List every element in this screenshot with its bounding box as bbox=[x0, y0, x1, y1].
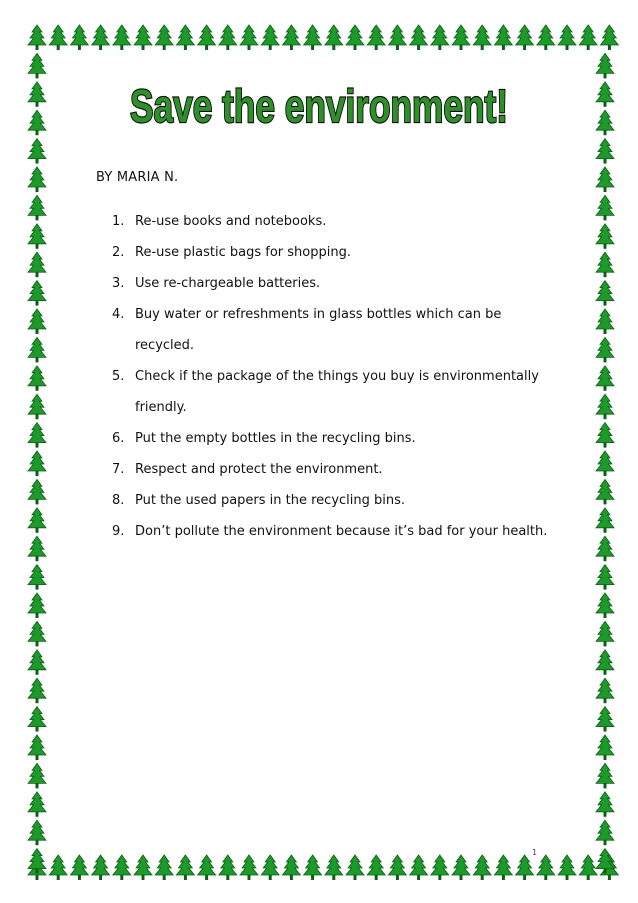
pine-tree-icon bbox=[28, 167, 46, 192]
pine-tree-icon-column-right bbox=[590, 22, 620, 882]
list-item-text: Re-use books and notebooks. bbox=[135, 214, 327, 229]
tree-border-top bbox=[22, 22, 616, 52]
pine-tree-icon bbox=[431, 855, 449, 880]
pine-tree-icon bbox=[240, 855, 258, 880]
pine-tree-icon bbox=[176, 855, 194, 880]
list-item-number: 8. bbox=[112, 493, 125, 508]
pine-tree-icon bbox=[537, 855, 555, 880]
list-item bbox=[92, 485, 562, 516]
list-item-text: Buy water or refreshments in glass bottles which can be recycled. bbox=[135, 307, 502, 353]
pine-tree-icon bbox=[198, 25, 216, 50]
pine-tree-icon bbox=[388, 25, 406, 50]
pine-tree-icon bbox=[596, 678, 614, 703]
pine-tree-icon bbox=[70, 25, 88, 50]
pine-tree-icon bbox=[596, 707, 614, 732]
pine-tree-icon bbox=[134, 855, 152, 880]
pine-tree-icon bbox=[28, 366, 46, 391]
pine-tree-icon bbox=[596, 423, 614, 448]
list-item bbox=[92, 423, 562, 454]
pine-tree-icon bbox=[28, 820, 46, 845]
pine-tree-icon bbox=[516, 855, 534, 880]
tree-border-left bbox=[22, 22, 52, 882]
pine-tree-icon bbox=[219, 855, 237, 880]
pine-tree-icon bbox=[198, 855, 216, 880]
pine-tree-icon bbox=[28, 707, 46, 732]
list-item-number: 6. bbox=[112, 431, 125, 446]
pine-tree-icon bbox=[261, 25, 279, 50]
pine-tree-icon bbox=[596, 763, 614, 788]
pine-tree-icon bbox=[388, 855, 406, 880]
pine-tree-icon bbox=[28, 423, 46, 448]
pine-tree-icon bbox=[558, 25, 576, 50]
pine-tree-icon-row-bottom bbox=[22, 852, 616, 882]
list-item bbox=[92, 299, 562, 361]
pine-tree-icon bbox=[28, 337, 46, 362]
pine-tree-icon bbox=[558, 855, 576, 880]
pine-tree-icon bbox=[282, 25, 300, 50]
pine-tree-icon bbox=[28, 849, 46, 874]
pine-tree-icon bbox=[28, 139, 46, 164]
pine-tree-icon bbox=[240, 25, 258, 50]
list-item-text: Respect and protect the environment. bbox=[135, 462, 383, 477]
pine-tree-icon bbox=[304, 25, 322, 50]
pine-tree-icon bbox=[596, 735, 614, 760]
list-item-text: Don’t pollute the environment because it’s bad for your health. bbox=[135, 524, 548, 539]
pine-tree-icon bbox=[473, 855, 491, 880]
pine-tree-icon bbox=[28, 650, 46, 675]
pine-tree-icon bbox=[28, 252, 46, 277]
pine-tree-icon bbox=[596, 508, 614, 533]
pine-tree-icon bbox=[596, 650, 614, 675]
pine-tree-icon bbox=[92, 855, 110, 880]
pine-tree-icon bbox=[261, 855, 279, 880]
list-item-number: 9. bbox=[112, 524, 125, 539]
pine-tree-icon bbox=[346, 25, 364, 50]
list-item bbox=[92, 206, 562, 237]
pine-tree-icon bbox=[596, 820, 614, 845]
list-item-number: 2. bbox=[112, 245, 125, 260]
pine-tree-icon bbox=[452, 855, 470, 880]
pine-tree-icon bbox=[155, 25, 173, 50]
tree-border-bottom bbox=[22, 852, 616, 882]
list-item-number: 1. bbox=[112, 214, 125, 229]
pine-tree-icon bbox=[596, 565, 614, 590]
pine-tree-icon bbox=[596, 366, 614, 391]
pine-tree-icon-row-top bbox=[22, 22, 616, 52]
pine-tree-icon bbox=[28, 735, 46, 760]
pine-tree-icon bbox=[219, 25, 237, 50]
page-number: 1 bbox=[532, 848, 538, 857]
pine-tree-icon bbox=[596, 195, 614, 220]
pine-tree-icon bbox=[92, 25, 110, 50]
pine-tree-icon bbox=[70, 855, 88, 880]
pine-tree-icon bbox=[325, 855, 343, 880]
pine-tree-icon bbox=[596, 139, 614, 164]
pine-tree-icon bbox=[28, 792, 46, 817]
author-line: BY MARIA N. bbox=[96, 170, 179, 185]
pine-tree-icon bbox=[537, 25, 555, 50]
list-item-number: 5. bbox=[112, 369, 125, 384]
list-item bbox=[92, 361, 562, 423]
list-item-text: Put the empty bottles in the recycling bins. bbox=[135, 431, 416, 446]
list-item bbox=[92, 516, 562, 547]
pine-tree-icon bbox=[596, 849, 614, 874]
pine-tree-icon bbox=[325, 25, 343, 50]
list-item-text: Use re-chargeable batteries. bbox=[135, 276, 321, 291]
list-item bbox=[92, 454, 562, 485]
list-item bbox=[92, 268, 562, 299]
pine-tree-icon bbox=[28, 394, 46, 419]
pine-tree-icon bbox=[596, 536, 614, 561]
pine-tree-icon bbox=[28, 451, 46, 476]
pine-tree-icon bbox=[113, 25, 131, 50]
pine-tree-icon bbox=[431, 25, 449, 50]
pine-tree-icon bbox=[28, 508, 46, 533]
pine-tree-icon bbox=[28, 565, 46, 590]
pine-tree-icon bbox=[282, 855, 300, 880]
pine-tree-icon bbox=[494, 855, 512, 880]
pine-tree-icon bbox=[596, 479, 614, 504]
list-item bbox=[92, 237, 562, 268]
pine-tree-icon bbox=[452, 25, 470, 50]
pine-tree-icon bbox=[28, 678, 46, 703]
pine-tree-icon bbox=[28, 479, 46, 504]
pine-tree-icon bbox=[113, 855, 131, 880]
pine-tree-icon bbox=[596, 281, 614, 306]
tree-border-right bbox=[590, 22, 620, 882]
tips-list bbox=[92, 206, 562, 547]
pine-tree-icon bbox=[473, 25, 491, 50]
pine-tree-icon bbox=[596, 224, 614, 249]
pine-tree-icon bbox=[28, 224, 46, 249]
pine-tree-icon bbox=[346, 855, 364, 880]
pine-tree-icon bbox=[367, 25, 385, 50]
pine-tree-icon bbox=[134, 25, 152, 50]
pine-tree-icon bbox=[410, 25, 428, 50]
list-item-number: 7. bbox=[112, 462, 125, 477]
pine-tree-icon bbox=[596, 309, 614, 334]
pine-tree-icon bbox=[596, 451, 614, 476]
pine-tree-icon bbox=[596, 593, 614, 618]
pine-tree-icon bbox=[304, 855, 322, 880]
page-title bbox=[0, 70, 638, 140]
pine-tree-icon bbox=[176, 25, 194, 50]
list-item-number: 3. bbox=[112, 276, 125, 291]
list-item-number: 4. bbox=[112, 307, 125, 322]
pine-tree-icon bbox=[596, 167, 614, 192]
pine-tree-icon bbox=[28, 309, 46, 334]
title-wordart bbox=[109, 70, 529, 140]
title-text: Save the environment! bbox=[130, 80, 508, 132]
pine-tree-icon bbox=[596, 792, 614, 817]
pine-tree-icon bbox=[596, 337, 614, 362]
pine-tree-icon bbox=[516, 25, 534, 50]
list-item-text: Re-use plastic bags for shopping. bbox=[135, 245, 351, 260]
pine-tree-icon bbox=[596, 394, 614, 419]
pine-tree-icon bbox=[28, 281, 46, 306]
pine-tree-icon bbox=[596, 252, 614, 277]
pine-tree-icon bbox=[367, 855, 385, 880]
list-item-text: Check if the package of the things you buy is environmentally friendly. bbox=[135, 369, 539, 415]
pine-tree-icon-column-left bbox=[22, 22, 52, 882]
pine-tree-icon bbox=[494, 25, 512, 50]
pine-tree-icon bbox=[28, 593, 46, 618]
pine-tree-icon bbox=[410, 855, 428, 880]
pine-tree-icon bbox=[155, 855, 173, 880]
pine-tree-icon bbox=[28, 195, 46, 220]
pine-tree-icon bbox=[596, 621, 614, 646]
pine-tree-icon bbox=[28, 763, 46, 788]
pine-tree-icon bbox=[28, 621, 46, 646]
list-item-text: Put the used papers in the recycling bins. bbox=[135, 493, 406, 508]
pine-tree-icon bbox=[28, 536, 46, 561]
